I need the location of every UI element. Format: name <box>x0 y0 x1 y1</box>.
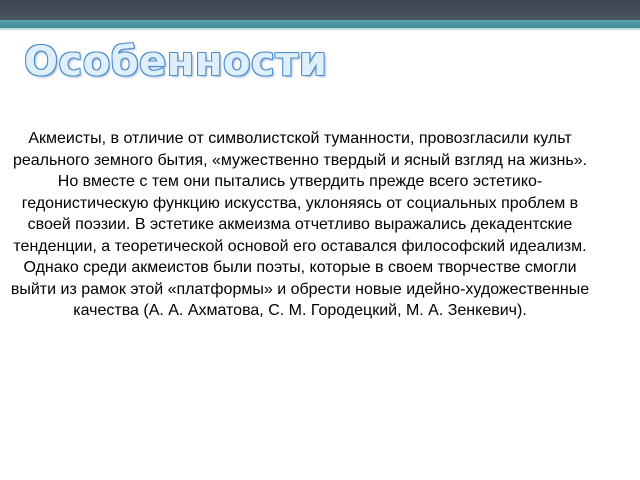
slide-title: Особенности <box>24 39 328 85</box>
header-band-dark <box>0 0 640 20</box>
slide-body-text: Акмеисты, в отличие от символистской туманности, провозгласили культ реального земного бытия, «мужественно твердый и ясный взгляд на жизнь». Но вместе с тем они пытались утвердить прежде всего эстетико-гедонистическую функцию искусства, уклоняясь от социальных проблем в своей поэзии. В эстетике акмеизма отчетливо выражались декадентские тенденции, а теоретической основой его оставался философский идеализм. Однако среди акмеистов были поэты, которые в своем творчестве смогли выйти из рамок этой «платформы» и обрести новые идейно-художественные качества (А. А. Ахматова, С. М. Городецкий, М. А. Зенкевич). <box>10 130 590 319</box>
header-band-teal <box>0 20 640 28</box>
header-band-line <box>0 28 640 30</box>
